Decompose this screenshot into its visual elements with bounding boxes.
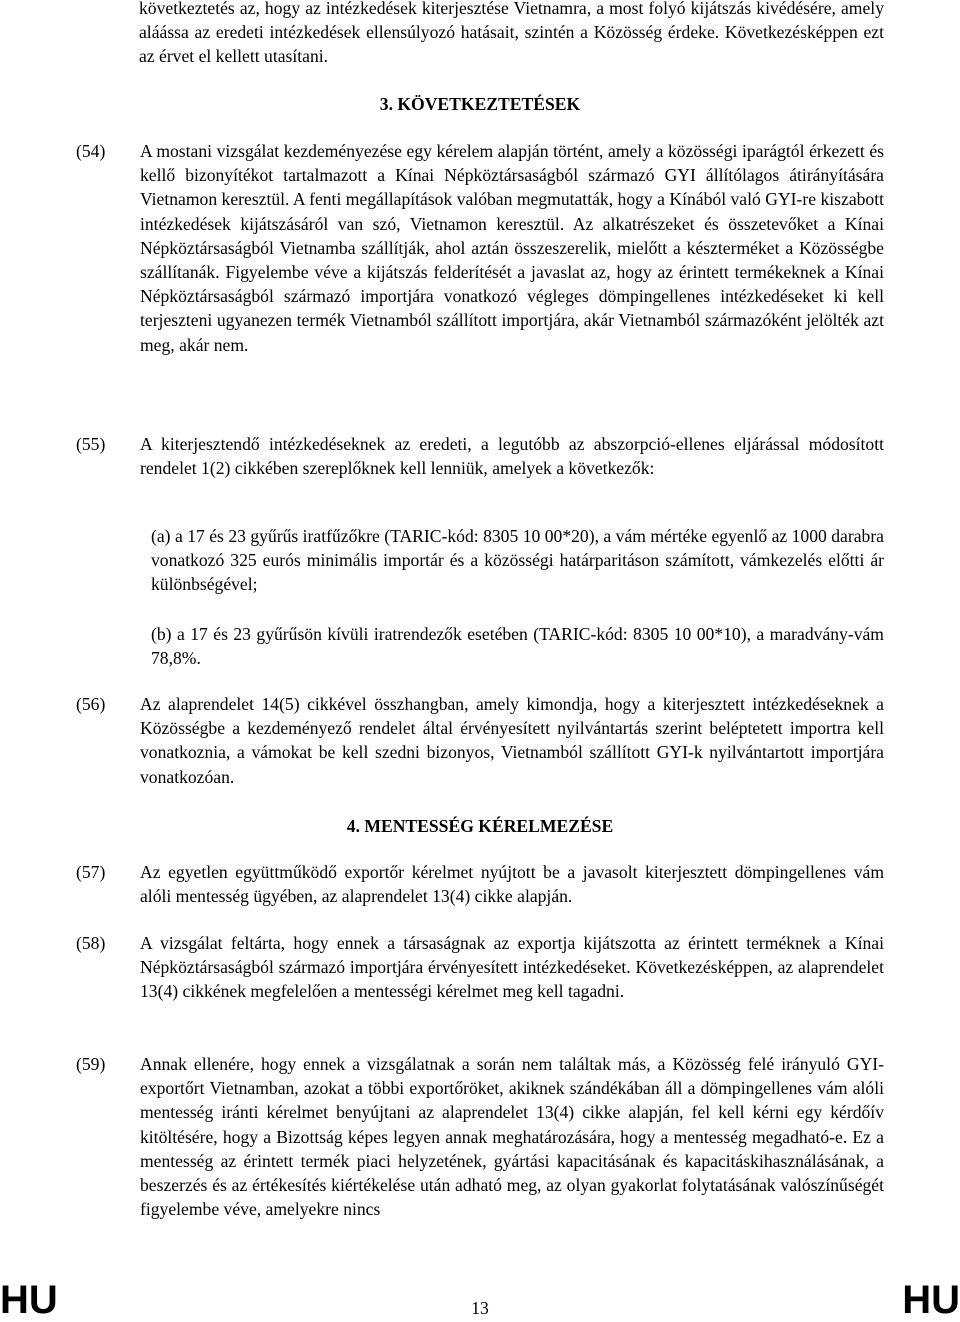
footer-language-left: HU — [0, 1278, 58, 1322]
paragraph-54 — [76, 139, 884, 357]
paragraph-text: Az alaprendelet 14(5) cikkével összhangban, amely kimondja, hogy a kiterjesztett intézkedéseknek a Közösségbe a kezdeményező rendelet által érvényesített nyilvántartás szerint beléptetett importra kell vonatkoznia, a vámokat be kell szedni bizonyos, Vietnamból szállított GYI-k nyilvántartott importjára vonatkozóan. — [140, 694, 884, 787]
section-3-heading: 3. KÖVETKEZTETÉSEK — [379, 94, 581, 114]
paragraph-59 — [76, 1052, 884, 1221]
paragraph-number: (54) — [76, 141, 106, 161]
paragraph-number: (57) — [76, 862, 106, 882]
paragraph-text: Az egyetlen együttműködő exportőr kérelmet nyújtott be a javasolt kiterjesztett dömpingellenes vám alóli mentesség ügyében, az alaprendelet 13(4) cikke alapján. — [140, 862, 884, 907]
paragraph-text: A vizsgálat feltárta, hogy ennek a társaságnak az exportja kijátszotta az érintett terméknek a Kínai Népköztársaságból származó importjára érvényesített intézkedéseket. Következésképpen, az alaprendelet 13(4) cikkének megfelelően a mentességi kérelmet meg kell tagadni. — [140, 933, 884, 1002]
paragraph-56 — [76, 692, 884, 789]
paragraph-number: (58) — [76, 933, 106, 953]
paragraph-55 — [76, 432, 884, 480]
paragraph-text: A kiterjesztendő intézkedéseknek az eredeti, a legutóbb az abszorpció-ellenes eljárással módosított rendelet 1(2) cikkében szereplőknek kell lenniük, amelyek a következők: — [140, 434, 884, 479]
paragraph-text: A mostani vizsgálat kezdeményezése egy kérelem alapján történt, amely a közösségi iparágtól érkezett és kellő bizonyítékot tartalmazott a Kínai Népköztársaságból származó GYI állítólagos átirányítására Vietnamon keresztül. A fenti megállapítások valóban megmutatták, hogy a Kínából való GYI-re kiszabott intézkedések kijátszásáról van szó, Vietnamon keresztül. Az alkatrészeket és összetevőket a Kínai Népköztársaságból Vietnamba szállítják, ahol aztán összeszerelik, mielőtt a készterméket a Közösségbe szállítanák. Figyelembe véve a kijátszás felderítését a javaslat az, hogy az érintett termékeknek a Kínai Népköztársaságból származó importjára vonatkozó végleges dömpingellenes intézkedéseket ki kell terjeszteni ugyanezen termék Vietnamból szállított importjára, akár Vietnamból származóként jelölték azt meg, akár nem. — [140, 141, 884, 355]
footer-language-right: HU — [902, 1278, 960, 1322]
paragraph-58 — [76, 931, 884, 1004]
paragraph-number: (55) — [76, 434, 106, 454]
page-number: 13 — [471, 1298, 489, 1318]
paragraph-number: (56) — [76, 694, 106, 714]
list-item-b: (b) a 17 és 23 gyűrűsön kívüli iratrendezők esetében (TARIC-kód: 8305 10 00*10), a maradvány-vám 78,8%. — [151, 624, 884, 669]
paragraph-57 — [76, 860, 884, 908]
paragraph-text: Annak ellenére, hogy ennek a vizsgálatnak a során nem találtak más, a Közösség felé irányuló GYI-exportőrt Vietnamban, azokat a többi exportőröket, akiknek szándékában áll a dömpingellenes vám alóli mentesség iránti kérelmet benyújtani az alaprendelet 13(4) cikke alapján, fel kell kérni egy kérdőív kitöltésére, hogy a Bizottság képes legyen annak meghatározására, hogy a mentesség megadható-e. Ez a mentesség az érintett termék piaci helyzetének, gyártási kapacitásának és kapacitáskihasználásának, a beszerzés és az értékesítés kiértékelése után adható meg, az olyan gyakorlat folytatásának valószínűségét figyelembe véve, amelyekre nincs — [140, 1054, 884, 1220]
section-4-heading: 4. MENTESSÉG KÉRELMEZÉSE — [346, 816, 614, 836]
paragraph-number: (59) — [76, 1054, 106, 1074]
intro-paragraph: következtetés az, hogy az intézkedések kiterjesztése Vietnamra, a most folyó kijátszás kivédésére, amely aláássa az eredeti intézkedések ellensúlyozó hatásait, szintén a Közösség érdeke. Következésképpen ezt az érvet el kellett utasítani. — [139, 0, 884, 67]
list-item-a: (a) a 17 és 23 gyűrűs iratfűzőkre (TARIC-kód: 8305 10 00*20), a vám mértéke egyenlő az 1000 darabra vonatkozó 325 eurós minimális importár és a közösségi határparitáson számított, vámkezelés előtti ár különbségével; — [151, 526, 884, 595]
